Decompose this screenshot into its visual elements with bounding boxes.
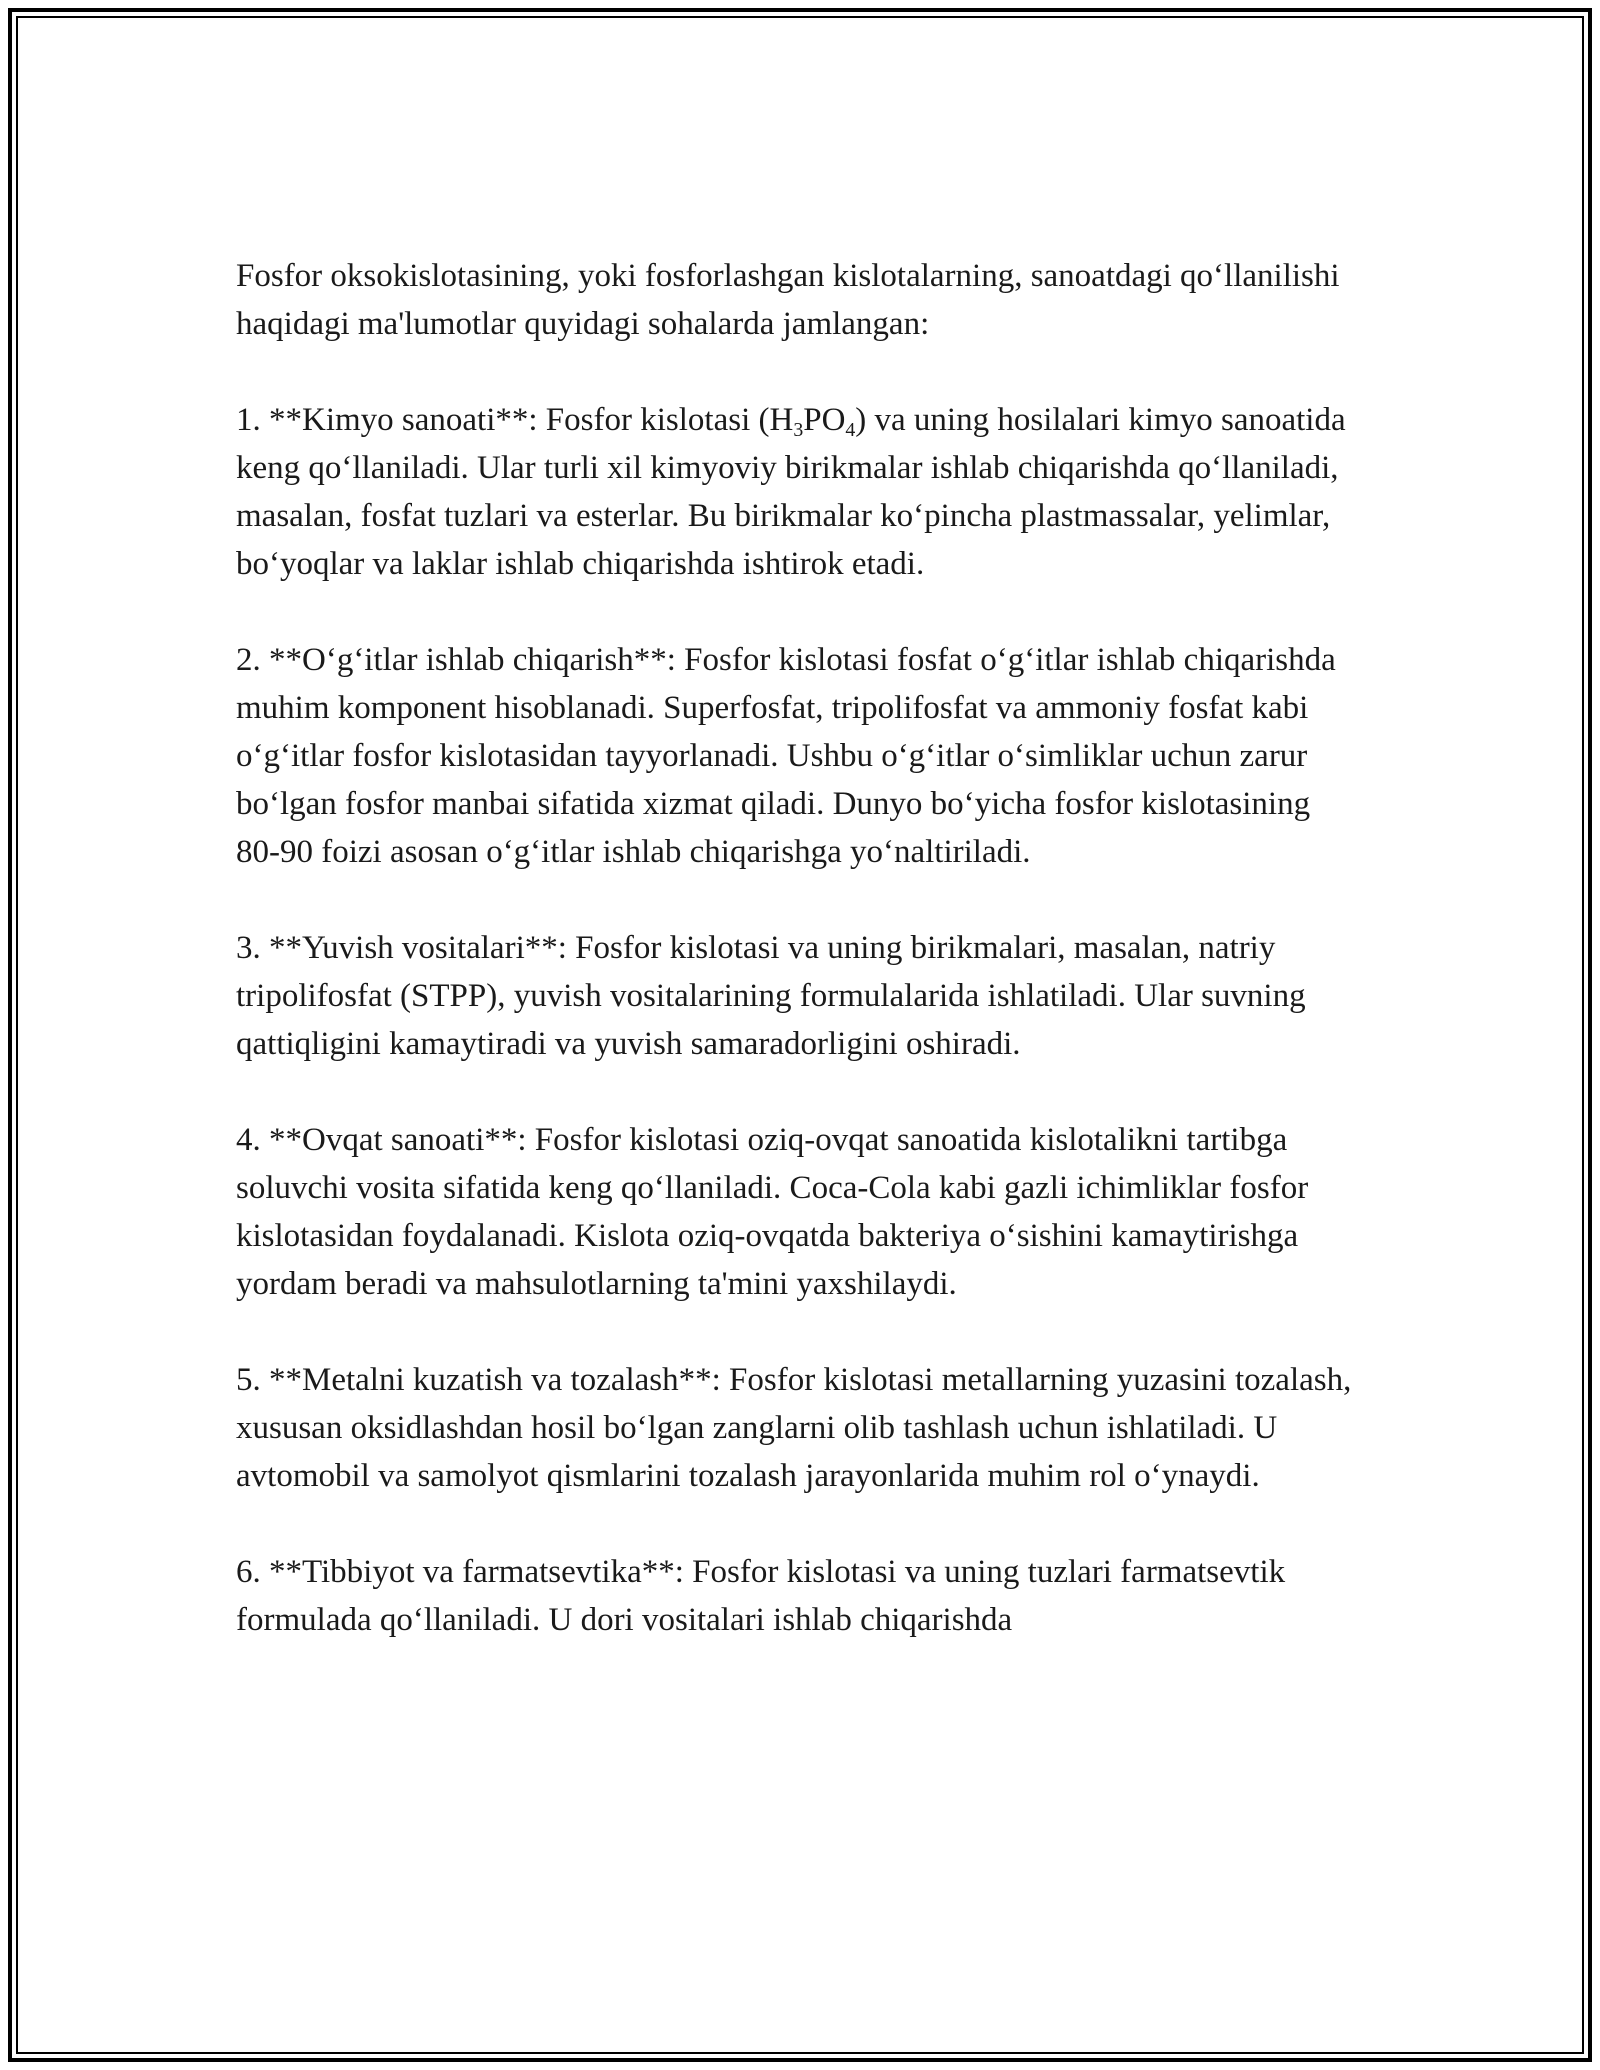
document-body xyxy=(236,252,1356,1644)
item-chemical-industry xyxy=(236,396,1356,588)
item-1-tail: ) va uning hosilalari kimyo sanoatida keng qo‘llaniladi. Ular turli xil kimyoviy birikmalar ishlab chiqarishda qo‘llaniladi, masalan, fosfat tuzlari va esterlar. Bu birikmalar ko‘pincha plastmassalar, yelimlar, bo‘yoqlar va laklar ishlab chiqarishda ishtirok etadi. xyxy=(236,402,1346,582)
item-1-lead: 1. **Kimyo sanoati**: Fosfor kislotasi ( xyxy=(236,402,770,438)
item-fertilizers: 2. **O‘g‘itlar ishlab chiqarish**: Fosfor kislotasi fosfat o‘g‘itlar ishlab chiqarishda muhim komponent hisoblanadi. Superfosfat, tripolifosfat va ammoniy fosfat kabi o‘g‘itlar fosfor kislotasidan tayyorlanadi. Ushbu o‘g‘itlar o‘simliklar uchun zarur bo‘lgan fosfor manbai sifatida xizmat qiladi. Dunyo bo‘yicha fosfor kislotasining 80-90 foizi asosan o‘g‘itlar ishlab chiqarishga yo‘naltiriladi. xyxy=(236,642,1336,870)
intro-paragraph: Fosfor oksokislotasining, yoki fosforlashgan kislotalarning, sanoatdagi qo‘llanilishi haqidagi ma'lumotlar quyidagi sohalarda jamlangan: xyxy=(236,258,1340,342)
item-metal-cleaning: 5. **Metalni kuzatish va tozalash**: Fosfor kislotasi metallarning yuzasini tozalash, xususan oksidlashdan hosil bo‘lgan zanglarni olib tashlash uchun ishlatiladi. U avtomobil va samolyot qismlarini tozalash jarayonlarida muhim rol o‘ynaydi. xyxy=(236,1362,1352,1494)
formula-po: PO xyxy=(803,402,846,438)
formula-h: H xyxy=(769,402,794,438)
item-food-industry: 4. **Ovqat sanoati**: Fosfor kislotasi oziq-ovqat sanoatida kislotalikni tartibga soluvchi vosita sifatida keng qo‘llaniladi. Coca-Cola kabi gazli ichimliklar fosfor kislotasidan foydalanadi. Kislota oziq-ovqatda bakteriya o‘sishini kamaytirishga yordam beradi va mahsulotlarning ta'mini yaxshilaydi. xyxy=(236,1122,1309,1302)
formula-subscript-3: 3 xyxy=(793,418,804,441)
item-detergents: 3. **Yuvish vositalari**: Fosfor kislotasi va uning birikmalari, masalan, natriy tripolifosfat (STPP), yuvish vositalarining formulalarida ishlatiladi. Ular suvning qattiqligini kamaytiradi va yuvish samaradorligini oshiradi. xyxy=(236,930,1306,1062)
item-medicine-pharma: 6. **Tibbiyot va farmatsevtika**: Fosfor kislotasi va uning tuzlari farmatsevtik formulada qo‘llaniladi. U dori vositalari ishlab chiqarishda xyxy=(236,1554,1286,1638)
formula-subscript-4: 4 xyxy=(845,418,856,441)
